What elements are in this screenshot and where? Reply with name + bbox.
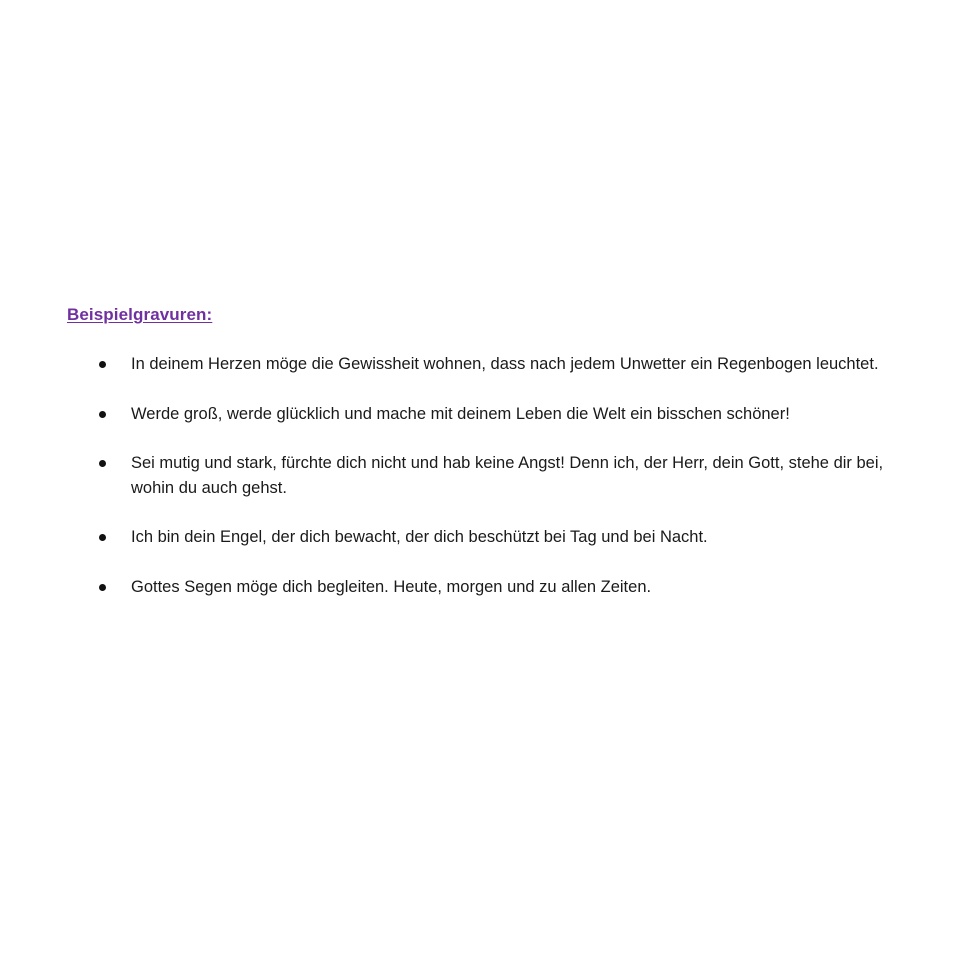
- engraving-examples-list: [96, 352, 896, 624]
- bullet-icon: [99, 361, 106, 368]
- list-item: [96, 575, 896, 600]
- list-item: [96, 451, 896, 500]
- list-item-text: In deinem Herzen möge die Gewissheit wohnen, dass nach jedem Unwetter ein Regenbogen leuchtet.: [131, 355, 879, 373]
- list-item-text: Werde groß, werde glücklich und mache mit deinem Leben die Welt ein bisschen schöner!: [131, 404, 790, 423]
- bullet-icon: [99, 584, 106, 591]
- section-heading: Beispielgravuren:: [67, 305, 213, 324]
- bullet-icon: [99, 534, 106, 541]
- list-item-text: Ich bin dein Engel, der dich bewacht, der dich beschützt bei Tag und bei Nacht.: [131, 528, 708, 546]
- list-item-text: Gottes Segen möge dich begleiten. Heute, morgen und zu allen Zeiten.: [131, 577, 652, 596]
- list-item: [96, 525, 896, 550]
- bullet-icon: [99, 411, 106, 418]
- list-item-text: Sei mutig und stark, fürchte dich nicht und hab keine Angst! Denn ich, der Herr, dein Gott, stehe dir bei, wohin du auch gehst.: [131, 454, 884, 497]
- list-item: [96, 352, 896, 377]
- list-item: [96, 402, 896, 427]
- bullet-icon: [99, 460, 106, 467]
